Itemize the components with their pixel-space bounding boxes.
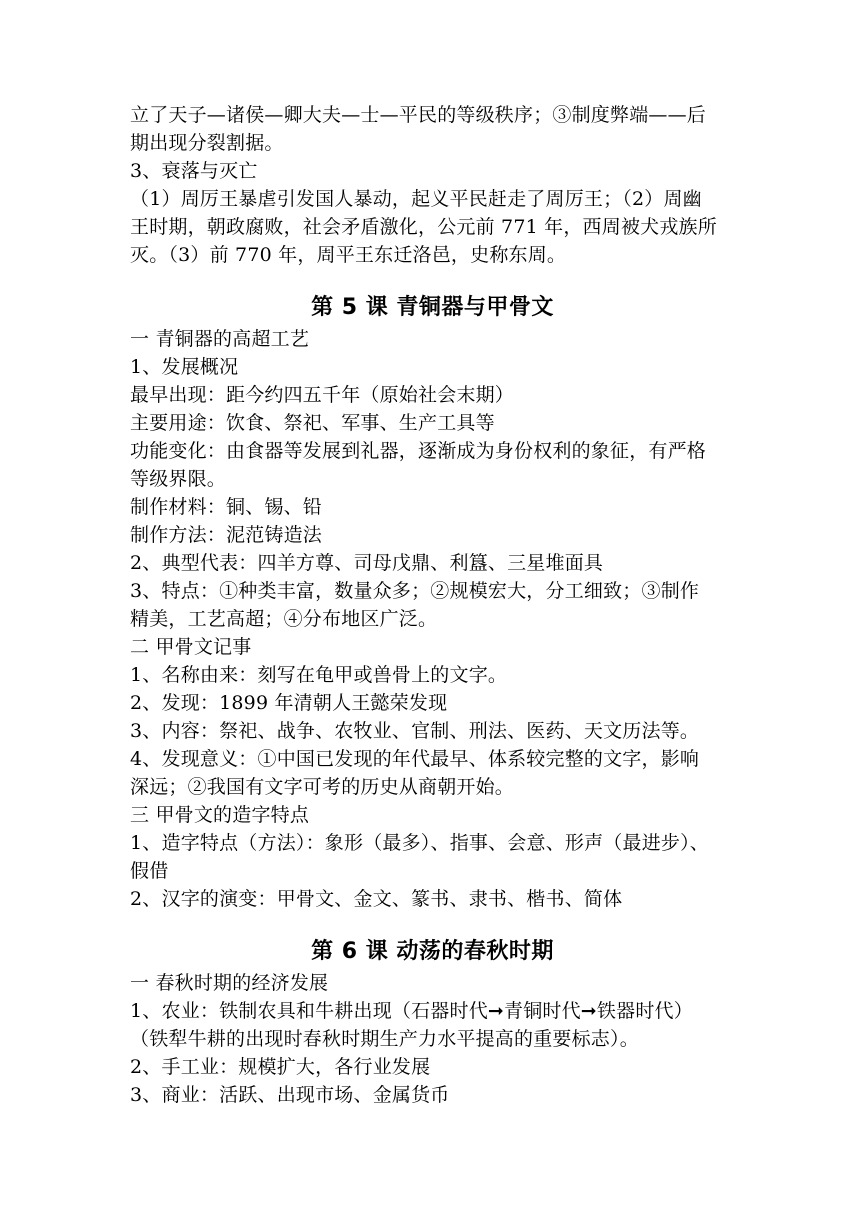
text-line: 期出现分裂割据。 [130,132,284,154]
text-line: 等级界限。 [130,468,227,490]
text-line: 3、特点：①种类丰富，数量众多；②规模宏大，分工细致；③制作 [130,580,700,602]
text-line: 主要用途：饮食、祭祀、军事、生产工具等 [130,412,495,434]
text-line: 2、手工业：规模扩大，各行业发展 [130,1056,431,1078]
intro-section [130,101,735,269]
text-line: 精美，工艺高超；④分布地区广泛。 [130,608,438,630]
text-line: 立了天子—诸侯—卿大夫—士—平民的等级秩序；③制度弊端——后 [130,104,707,126]
text-line: 灭。（3）前 770 年，周平王东迁洛邑，史称东周。 [130,244,567,266]
text-line: 二 甲骨文记事 [130,636,252,658]
text-line: 3、内容：祭祀、战争、农牧业、官制、刑法、医药、天文历法等。 [130,720,700,742]
text-line: 4、发现意义：①中国已发现的年代最早、体系较完整的文字，影响 [130,748,700,770]
lesson-5-title: 第 5 课 青铜器与甲骨文 [311,295,554,320]
text-line: 1、发展概况 [130,356,239,378]
text-line: （铁犁牛耕的出现时春秋时期生产力水平提高的重要标志）。 [130,1028,639,1050]
text-line: 一 春秋时期的经济发展 [130,972,329,994]
text-line: 三 甲骨文的造字特点 [130,804,310,826]
lesson-6-title: 第 6 课 动荡的春秋时期 [311,939,554,964]
text-line: 1、名称由来：刻写在龟甲或兽骨上的文字。 [130,664,508,686]
text-line: 制作材料：铜、锡、铅 [130,496,323,518]
lesson-5-section [130,291,735,913]
text-line: 制作方法：泥范铸造法 [130,524,323,546]
text-line: 2、发现：1899 年清朝人王懿荣发现 [130,692,448,714]
text-line: 功能变化：由食器等发展到礼器，逐渐成为身份权利的象征，有严格 [130,440,707,462]
text-line: 王时期，朝政腐败，社会矛盾激化，公元前 771 年，西周被犬戎族所 [130,216,717,238]
text-line: 最早出现：距今约四五千年（原始社会末期） [130,384,515,406]
text-line: 3、衰落与灭亡 [130,160,258,182]
text-line: （1）周厉王暴虐引发国人暴动，起义平民赶走了周厉王；（2）周幽 [130,188,702,210]
text-line: 深远；②我国有文字可考的历史从商朝开始。 [130,776,515,798]
text-line: 1、农业：铁制农具和牛耕出现（石器时代➞青铜时代➞铁器时代） [130,1000,693,1022]
text-line: 一 青铜器的高超工艺 [130,328,310,350]
lesson-6-section [130,935,735,1109]
text-line: 3、商业：活跃、出现市场、金属货币 [130,1084,450,1106]
text-line: 1、造字特点（方法）：象形（最多）、指事、会意、形声（最进步）、 [130,832,709,854]
document-page [130,101,735,1109]
text-line: 2、典型代表：四羊方尊、司母戊鼎、利簋、三星堆面具 [130,552,604,574]
text-line: 假借 [130,860,169,882]
text-line: 2、汉字的演变：甲骨文、金文、篆书、隶书、楷书、简体 [130,888,623,910]
